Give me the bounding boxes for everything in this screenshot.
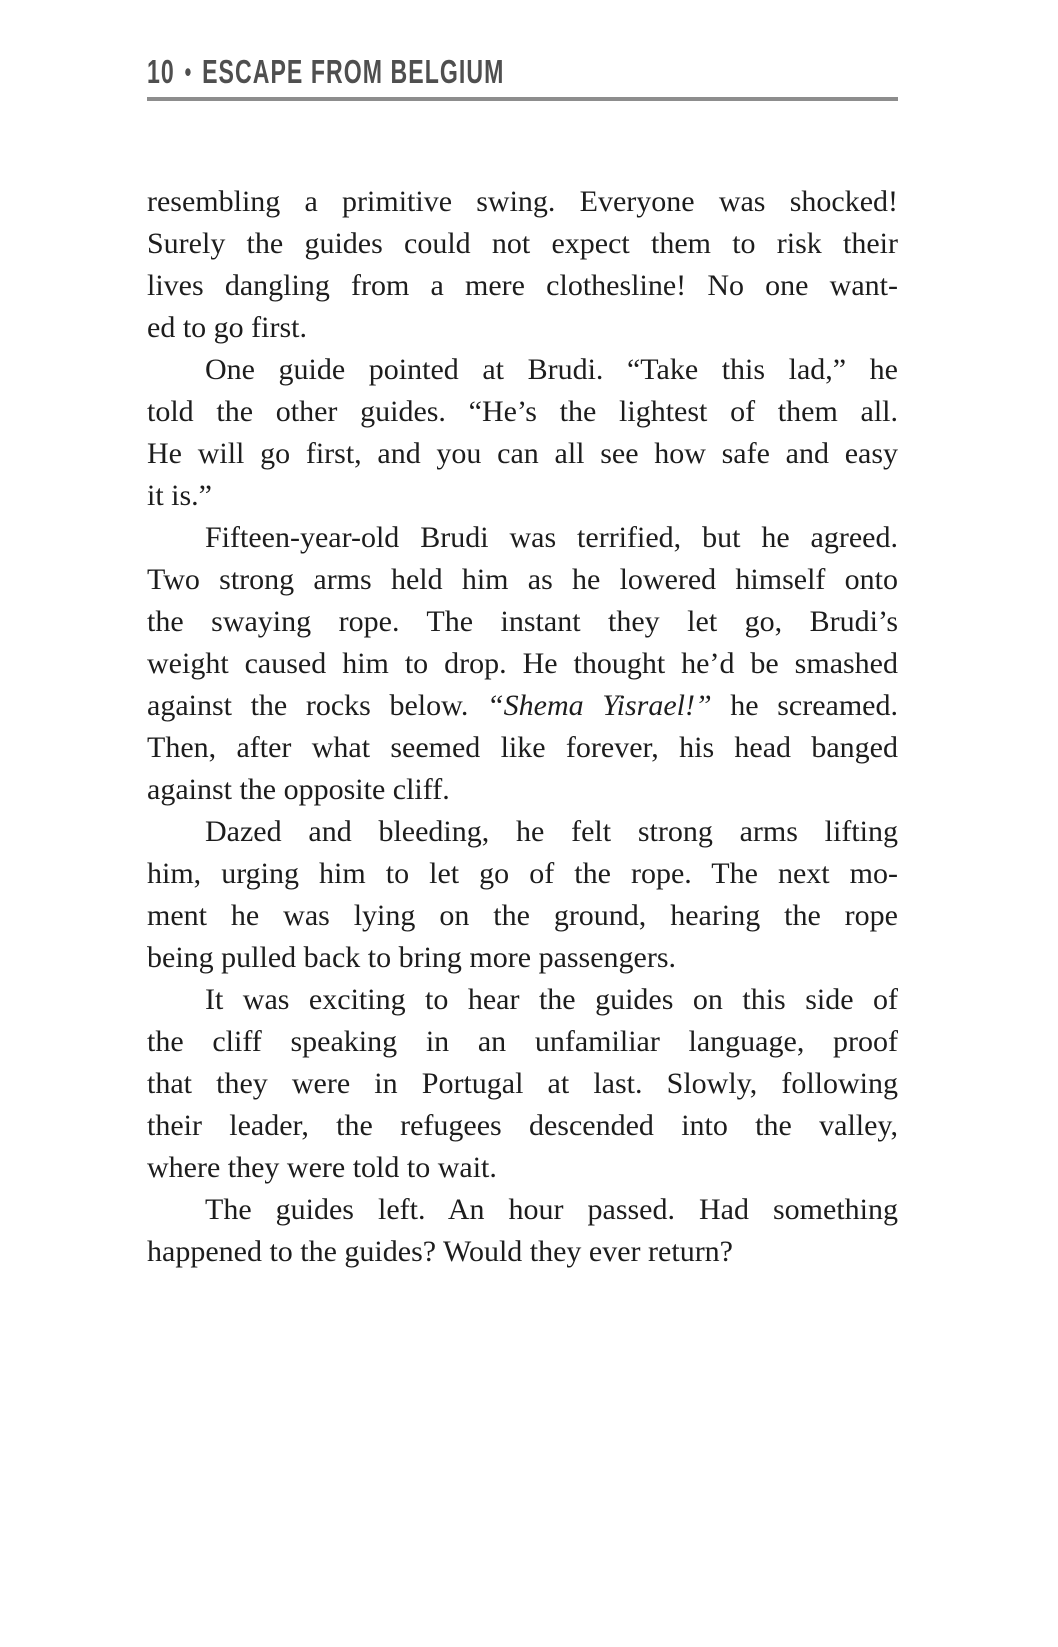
text-segment: that they were in Portugal at last. Slowly, following (147, 1067, 898, 1100)
text-line (147, 517, 898, 559)
text-segment: the swaying rope. The instant they let go, Brudi’s (147, 605, 898, 638)
chapter-title: ESCAPE FROM BELGIUM (202, 53, 505, 90)
text-line (147, 1189, 898, 1231)
page-number: 10 (147, 53, 175, 90)
text-line (147, 391, 898, 433)
bullet-separator: • (184, 57, 193, 87)
text-segment: it is.” (147, 479, 212, 512)
text-line (147, 433, 898, 475)
text-segment: He will go first, and you can all see how safe and easy (147, 437, 898, 470)
paragraph (147, 181, 898, 349)
text-line (147, 727, 898, 769)
text-segment: weight caused him to drop. He thought he’d be smashed (147, 647, 898, 680)
text-line (147, 853, 898, 895)
paragraph (147, 349, 898, 517)
text-line (147, 265, 898, 307)
text-segment: resembling a primitive swing. Everyone was shocked! (147, 185, 898, 218)
text-segment: their leader, the refugees descended into the valley, (147, 1109, 898, 1142)
text-line (147, 181, 898, 223)
text-segment: being pulled back to bring more passengers. (147, 941, 677, 974)
italic-phrase: “Shema Yisrael!” (486, 689, 712, 722)
text-line (147, 685, 898, 727)
text-line (147, 1021, 898, 1063)
header-rule (147, 97, 898, 101)
text-segment: It was exciting to hear the guides on this side of (205, 983, 898, 1016)
text-line (147, 811, 898, 853)
text-segment: happened to the guides? Would they ever return? (147, 1235, 733, 1268)
running-head-text (147, 52, 504, 92)
text-segment: where they were told to wait. (147, 1151, 497, 1184)
text-line (147, 1147, 898, 1189)
text-segment: Surely the guides could not expect them to risk their (147, 227, 898, 260)
page-header (147, 52, 658, 92)
text-segment: The guides left. An hour passed. Had something (205, 1193, 898, 1226)
text-segment: the cliff speaking in an unfamiliar language, proof (147, 1025, 898, 1058)
text-segment: him, urging him to let go of the rope. The next mo- (147, 857, 898, 890)
text-line (147, 937, 898, 979)
text-line (147, 559, 898, 601)
text-line (147, 1231, 898, 1273)
paragraph (147, 517, 898, 811)
text-segment: against the opposite cliff. (147, 773, 450, 806)
text-line (147, 349, 898, 391)
text-line (147, 979, 898, 1021)
paragraph (147, 1189, 898, 1273)
text-line (147, 643, 898, 685)
text-segment: ed to go first. (147, 311, 307, 344)
text-line (147, 1105, 898, 1147)
text-segment: told the other guides. “He’s the lightest of them all. (147, 395, 898, 428)
body-text (147, 181, 898, 1273)
text-line (147, 223, 898, 265)
text-line (147, 307, 898, 349)
text-line (147, 769, 898, 811)
text-segment: lives dangling from a mere clothesline! No one want- (147, 269, 898, 302)
text-line (147, 601, 898, 643)
text-segment: he screamed. (711, 689, 898, 722)
text-segment: Then, after what seemed like forever, his head banged (147, 731, 898, 764)
text-segment: One guide pointed at Brudi. “Take this lad,” he (205, 353, 898, 386)
paragraph (147, 811, 898, 979)
text-line (147, 475, 898, 517)
text-segment: ment he was lying on the ground, hearing the rope (147, 899, 898, 932)
text-segment: Dazed and bleeding, he felt strong arms lifting (205, 815, 898, 848)
text-line (147, 895, 898, 937)
text-segment: Fifteen-year-old Brudi was terrified, but he agreed. (205, 521, 898, 554)
text-segment: Two strong arms held him as he lowered himself onto (147, 563, 898, 596)
text-segment: against the rocks below. (147, 689, 487, 722)
paragraph (147, 979, 898, 1189)
text-line (147, 1063, 898, 1105)
